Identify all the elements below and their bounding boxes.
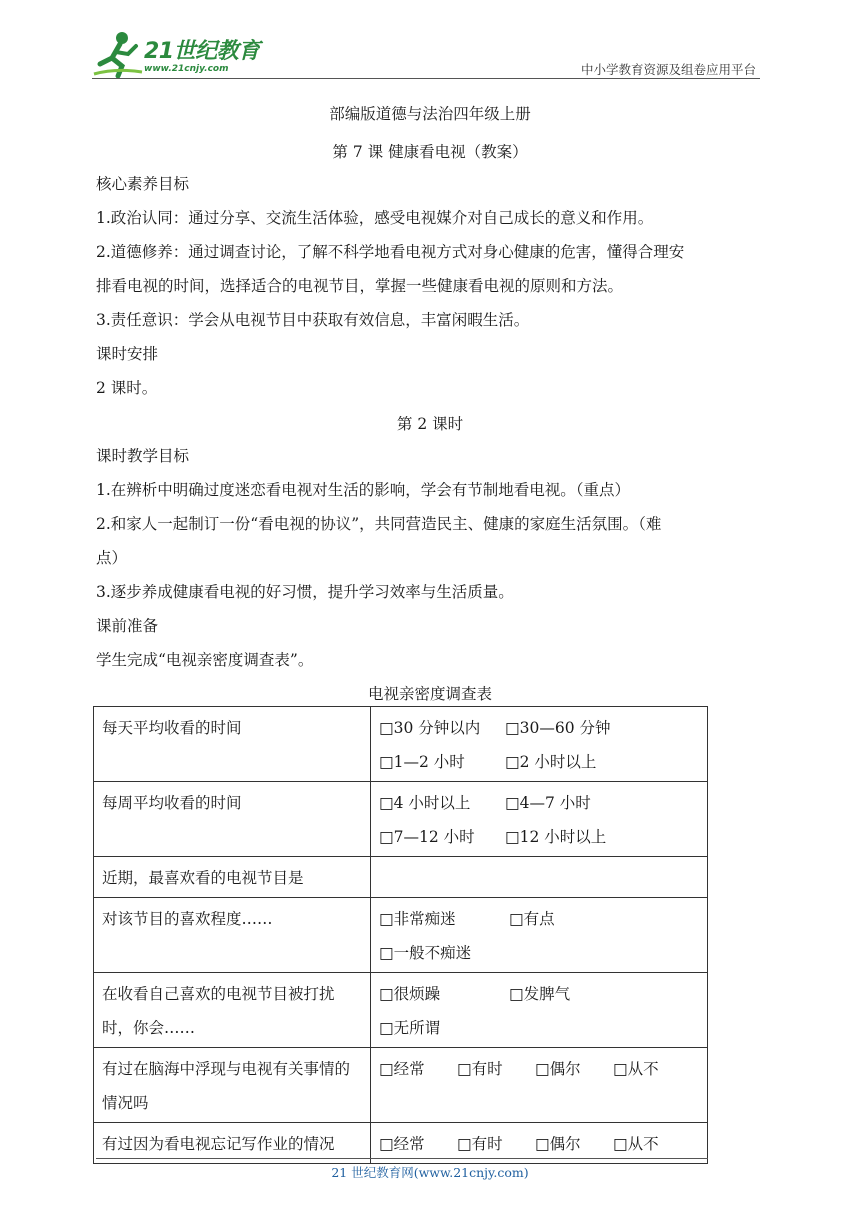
- survey-checkbox-option[interactable]: □经常: [379, 1135, 425, 1153]
- survey-options: [371, 857, 708, 898]
- survey-options: [371, 973, 708, 1048]
- core-goal-2b: 排看电视的时间，选择适合的电视节目，掌握一些健康看电视的原则和方法。: [96, 277, 624, 295]
- survey-options: [371, 782, 708, 857]
- table-row: [94, 1048, 708, 1123]
- survey-checkbox-option[interactable]: □7—12 小时: [379, 828, 475, 846]
- survey-checkbox-option[interactable]: □从不: [613, 1060, 659, 1078]
- core-goal-3: 3.责任意识：学会从电视节目中获取有效信息，丰富闲暇生活。: [96, 311, 530, 329]
- survey-options: [371, 898, 708, 973]
- table-row: [94, 857, 708, 898]
- survey-checkbox-option[interactable]: □无所谓: [379, 1019, 441, 1037]
- section-heading-goals: 课时教学目标: [96, 447, 190, 465]
- survey-question: 每周平均收看的时间: [94, 782, 371, 857]
- prep-text: 学生完成“电视亲密度调查表”。: [96, 651, 314, 669]
- survey-question: 有过在脑海中浮现与电视有关事情的情况吗: [94, 1048, 371, 1123]
- logo-text: 21世纪教育: [144, 39, 260, 64]
- section-heading-core: 核心素养目标: [96, 175, 190, 193]
- survey-checkbox-option[interactable]: □12 小时以上: [505, 828, 607, 846]
- footer-divider: [96, 1158, 708, 1159]
- survey-checkbox-option[interactable]: □2 小时以上: [505, 753, 597, 771]
- header-divider: [92, 78, 760, 79]
- survey-checkbox-option[interactable]: □从不: [613, 1135, 659, 1153]
- survey-question: 近期，最喜欢看的电视节目是: [94, 857, 371, 898]
- survey-table: [93, 706, 708, 1164]
- survey-checkbox-option[interactable]: □经常: [379, 1060, 425, 1078]
- logo-url: www.21cnjy.com: [144, 64, 229, 74]
- lesson-title: 第 7 课 健康看电视（教案）: [332, 143, 528, 161]
- footer-link[interactable]: 21 世纪教育网(www.21cnjy.com): [331, 1165, 529, 1180]
- survey-options: [371, 707, 708, 782]
- survey-checkbox-option[interactable]: □很烦躁: [379, 985, 441, 1003]
- survey-options: [371, 1048, 708, 1123]
- lesson-goal-1: 1.在辨析中明确过度迷恋看电视对生活的影响，学会有节制地看电视。（重点）: [96, 481, 631, 499]
- survey-question: 在收看自己喜欢的电视节目被打扰时，你会……: [94, 973, 371, 1048]
- survey-checkbox-option[interactable]: □有时: [457, 1060, 503, 1078]
- table-row: [94, 707, 708, 782]
- lesson-goal-3: 3.逐步养成健康看电视的好习惯，提升学习效率与生活质量。: [96, 583, 514, 601]
- runner-logo-icon: [92, 30, 144, 80]
- core-goal-1: 1.政治认同：通过分享、交流生活体验，感受电视媒介对自己成长的意义和作用。: [96, 209, 654, 227]
- survey-checkbox-option[interactable]: □非常痴迷: [379, 910, 456, 928]
- survey-checkbox-option[interactable]: □偶尔: [535, 1060, 581, 1078]
- lesson-goal-2b: 点）: [96, 549, 128, 567]
- survey-question: 每天平均收看的时间: [94, 707, 371, 782]
- table-row: [94, 973, 708, 1048]
- section-heading-prep: 课前准备: [96, 617, 159, 635]
- lesson-number: 第 2 课时: [396, 415, 464, 433]
- survey-checkbox-option[interactable]: □30 分钟以内: [379, 719, 481, 737]
- survey-checkbox-option[interactable]: □发脾气: [509, 985, 571, 1003]
- document-title: 部编版道德与法治四年级上册: [329, 105, 531, 123]
- survey-checkbox-option[interactable]: □有时: [457, 1135, 503, 1153]
- survey-checkbox-option[interactable]: □4—7 小时: [505, 794, 591, 812]
- section-heading-schedule: 课时安排: [96, 345, 159, 363]
- table-row: [94, 782, 708, 857]
- survey-checkbox-option[interactable]: □偶尔: [535, 1135, 581, 1153]
- survey-checkbox-option[interactable]: □30—60 分钟: [505, 719, 611, 737]
- page-header: [0, 0, 860, 90]
- table-title: 电视亲密度调查表: [367, 685, 492, 703]
- lesson-goal-2a: 2.和家人一起制订一份“看电视的协议”，共同营造民主、健康的家庭生活氛围。（难: [96, 515, 662, 533]
- survey-checkbox-option[interactable]: □一般不痴迷: [379, 944, 472, 962]
- survey-checkbox-option[interactable]: □有点: [509, 910, 555, 928]
- survey-question: 对该节目的喜欢程度……: [94, 898, 371, 973]
- survey-checkbox-option[interactable]: □1—2 小时: [379, 753, 465, 771]
- core-goal-2a: 2.道德修养：通过调查讨论，了解不科学地看电视方式对身心健康的危害，懂得合理安: [96, 243, 685, 261]
- table-row: [94, 898, 708, 973]
- survey-question: 有过因为看电视忘记写作业的情况: [94, 1123, 371, 1164]
- header-platform-text: 中小学教育资源及组卷应用平台: [580, 62, 756, 77]
- site-logo[interactable]: [92, 30, 272, 82]
- schedule-text: 2 课时。: [96, 379, 158, 397]
- survey-checkbox-option[interactable]: □4 小时以上: [379, 794, 471, 812]
